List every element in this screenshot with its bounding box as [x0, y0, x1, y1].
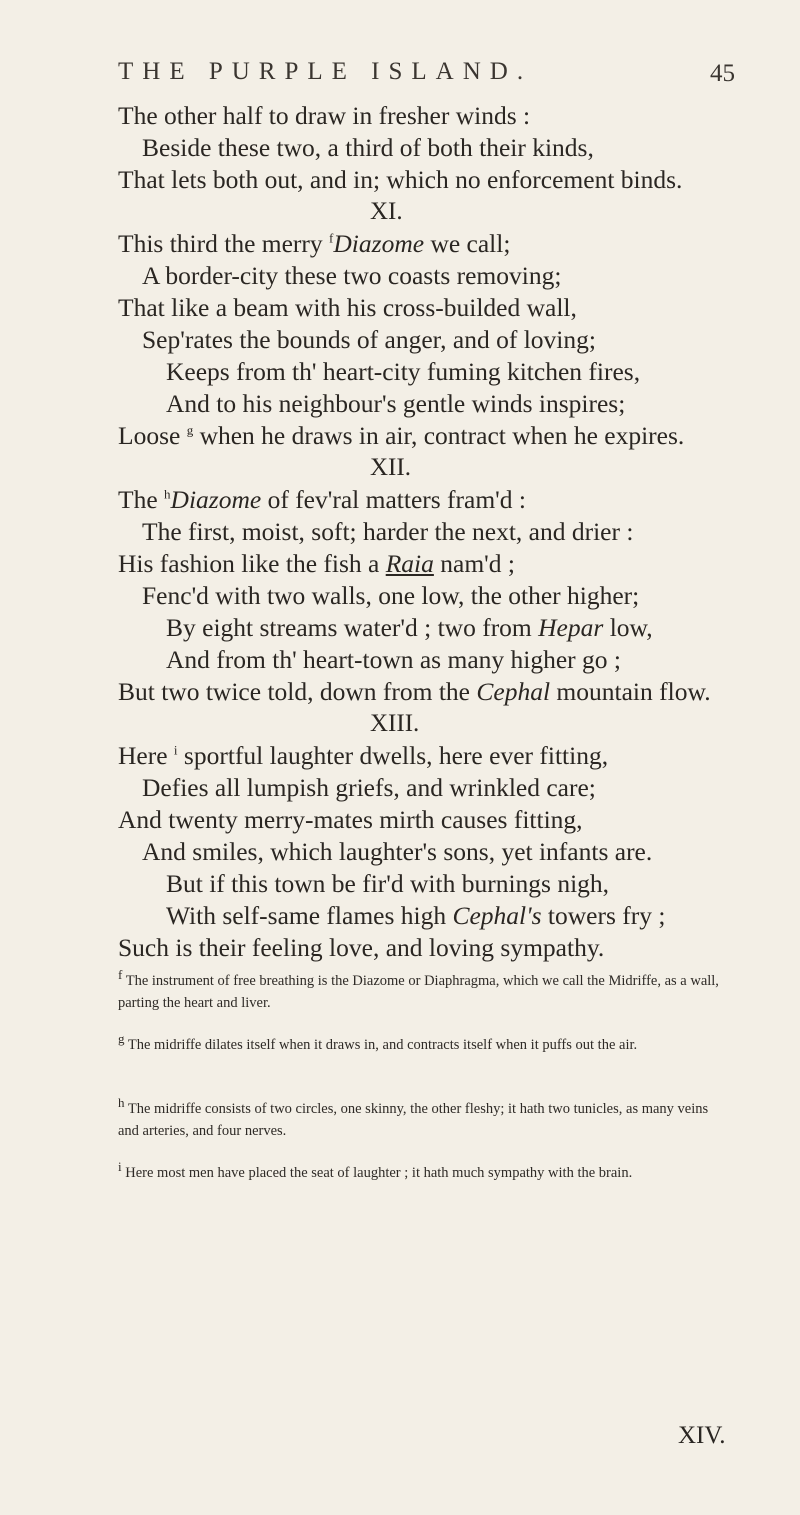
- footnote-mark: i: [173, 742, 178, 758]
- footnote-mark: g: [186, 422, 194, 438]
- footnote: $^i$ Here most men have placed the seat of laughter ; it hath much sympathy with the brain.: [118, 1159, 633, 1181]
- verse-line: But if this town be fir'd with burnings nigh,: [166, 869, 610, 898]
- footnote: $^h$ The midriffe consists of two circles, one skinny, the other fleshy; it hath two tunicles, as many veins and arteries, and four nerves.: [118, 1095, 709, 1139]
- verse-line: The other half to draw in fresher winds :: [118, 101, 531, 130]
- verse-line: And twenty merry-mates mirth causes fitting,: [118, 805, 583, 834]
- verse-line: Such is their feeling love, and loving sympathy.: [118, 933, 605, 962]
- verse-line: By eight streams water'd ; two from Hepar low,: [166, 613, 653, 642]
- footnote-mark: h: [164, 486, 171, 502]
- verse-line: Loose $^g$ when he draws in air, contract when he expires.: [118, 421, 685, 450]
- verse-line: Keeps from th' heart-city fuming kitchen fires,: [166, 357, 641, 386]
- footnote-mark: f: [329, 230, 334, 246]
- verse-line: And from th' heart-town as many higher go ;: [166, 645, 621, 674]
- verse-line: But two twice told, down from the Cephal mountain flow.: [118, 677, 711, 706]
- footnote: $^g$ The midriffe dilates itself when it draws in, and contracts itself when it puffs out the air.: [118, 1031, 638, 1053]
- verse-line: And to his neighbour's gentle winds inspires;: [166, 389, 626, 418]
- verse-line: This third the merry $^f$Diazome we call;: [118, 229, 511, 258]
- verse-line: The first, moist, soft; harder the next, and drier :: [142, 517, 634, 546]
- verse-line: The $^h$Diazome of fev'ral matters fram'd :: [118, 485, 526, 514]
- stanza-number: XII.: [370, 454, 411, 481]
- page-number: 45: [710, 60, 735, 87]
- verse-line: With self-same flames high Cephal's towers fry ;: [166, 901, 666, 930]
- running-title: THE PURPLE ISLAND.: [118, 58, 533, 85]
- verse-line: That lets both out, and in; which no enforcement binds.: [118, 165, 683, 194]
- stanza-number: XI.: [370, 198, 403, 225]
- verse-line: Defies all lumpish griefs, and wrinkled care;: [142, 773, 596, 802]
- verse-line: Here $^i$ sportful laughter dwells, here ever fitting,: [118, 741, 609, 770]
- stanza-number: XIII.: [370, 710, 420, 737]
- verse-line: A border-city these two coasts removing;: [142, 261, 562, 290]
- footnote: $^f$ The instrument of free breathing is the Diazome or Diaphragma, which we call the Midriffe, as a wall, parting the heart and liver.: [118, 967, 719, 1011]
- verse-line: Sep'rates the bounds of anger, and of loving;: [142, 325, 596, 354]
- page-header: [0, 58, 800, 94]
- verse-line: Fenc'd with two walls, one low, the other higher;: [142, 581, 640, 610]
- verse-line: And smiles, which laughter's sons, yet infants are.: [142, 837, 653, 866]
- catchword: XIV.: [678, 1422, 726, 1449]
- verse-line: Beside these two, a third of both their kinds,: [142, 133, 594, 162]
- verse-line: His fashion like the fish a Raia nam'd ;: [118, 549, 515, 578]
- verse-line: That like a beam with his cross-builded wall,: [118, 293, 577, 322]
